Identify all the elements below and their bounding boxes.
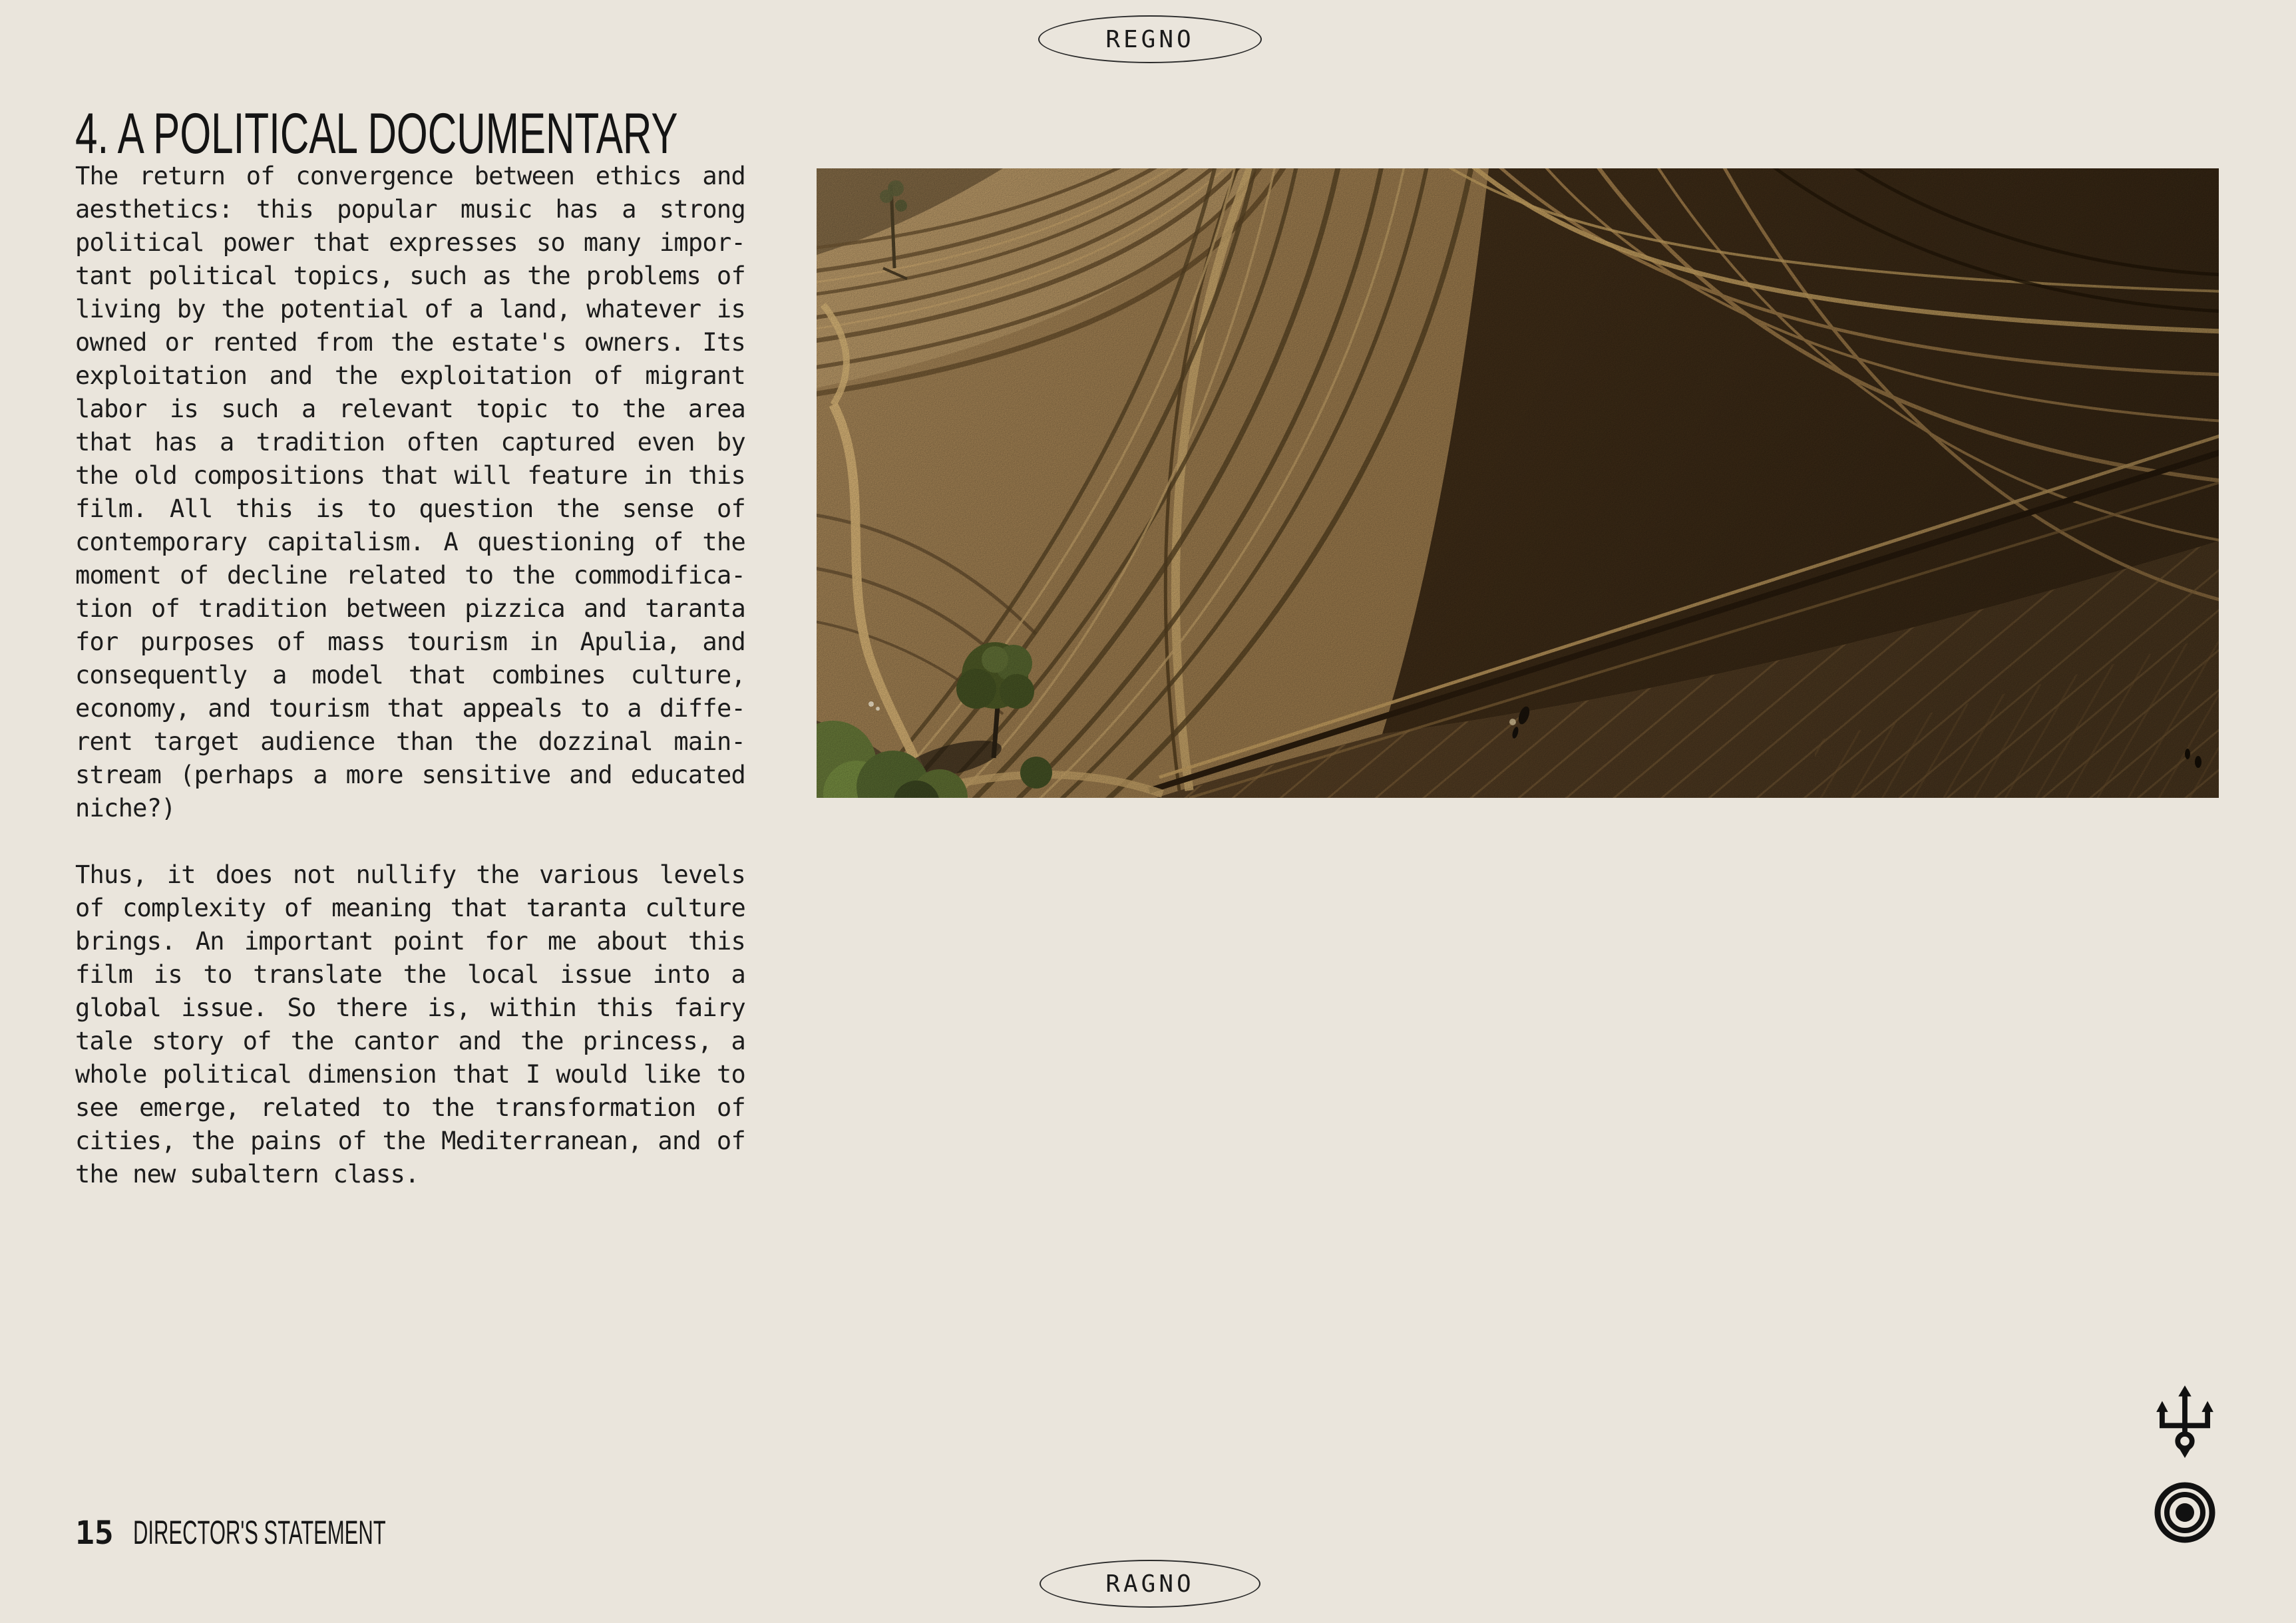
page-title <box>75 101 936 166</box>
body-text-line: whole political dimension that I would like to <box>75 1060 745 1089</box>
body-text-line: stream (perhaps a more sensitive and educated <box>75 761 745 789</box>
trident-icon <box>2152 1384 2218 1459</box>
body-text-line: that has a tradition often captured even by <box>75 428 745 456</box>
body-text-line: The return of convergence between ethics and <box>75 162 745 190</box>
regno-oval-badge <box>1038 15 1262 63</box>
body-text-line: exploitation and the exploitation of migrant <box>75 361 745 390</box>
ragno-oval-badge <box>1040 1560 1260 1608</box>
regno-label: REGNO <box>1105 25 1195 53</box>
body-text-line: moment of decline related to the commodifica- <box>75 561 745 590</box>
body-paragraph-1 <box>75 160 745 825</box>
body-text-line: niche?) <box>75 794 176 822</box>
aerial-field-photo <box>817 168 2219 798</box>
body-text-line: owned or rented from the estate's owners. Its <box>75 328 745 357</box>
body-text-line: labor is such a relevant topic to the area <box>75 395 745 423</box>
body-text-line: economy, and tourism that appeals to a diffe- <box>75 694 745 723</box>
body-text-line: political power that expresses so many impor- <box>75 228 745 257</box>
body-text-line: see emerge, related to the transformation of <box>75 1093 745 1122</box>
body-text-line: tion of tradition between pizzica and taranta <box>75 594 745 623</box>
ragno-label: RAGNO <box>1105 1570 1195 1598</box>
body-text-line: the old compositions that will feature in this <box>75 461 745 490</box>
page-title-text: 4. A POLITICAL DOCUMENTARY <box>75 101 678 166</box>
body-text-line: consequently a model that combines culture, <box>75 661 745 689</box>
body-text-line: rent target audience than the dozzinal main- <box>75 727 745 756</box>
body-text-line: film is to translate the local issue into a <box>75 960 745 989</box>
body-text-line: tale story of the cantor and the princess, a <box>75 1027 745 1055</box>
body-text-line: contemporary capitalism. A questioning of the <box>75 528 745 556</box>
body-text-line: film. All this is to question the sense of <box>75 494 745 523</box>
page-number: 15 <box>75 1515 114 1552</box>
body-text-line: of complexity of meaning that taranta culture <box>75 894 745 922</box>
footer-section-label: DIRECTOR'S STATEMENT <box>133 1514 386 1551</box>
body-text-line: Thus, it does not nullify the various levels <box>75 860 745 889</box>
body-paragraph-2 <box>75 858 745 1191</box>
body-text-column <box>75 160 745 1224</box>
body-text-line: aesthetics: this popular music has a strong <box>75 195 745 224</box>
body-text-line: living by the potential of a land, whatever is <box>75 295 745 323</box>
body-text-line: brings. An important point for me about this <box>75 927 745 956</box>
body-text-line: the new subaltern class. <box>75 1160 419 1188</box>
field-photo-graphic <box>817 168 2219 798</box>
bullseye-icon <box>2148 1476 2221 1549</box>
body-text-line: for purposes of mass tourism in Apulia, and <box>75 628 745 656</box>
body-text-line: tant political topics, such as the problems of <box>75 262 745 290</box>
body-text-line: global issue. So there is, within this fairy <box>75 993 745 1022</box>
body-text-line: cities, the pains of the Mediterranean, and of <box>75 1127 745 1155</box>
